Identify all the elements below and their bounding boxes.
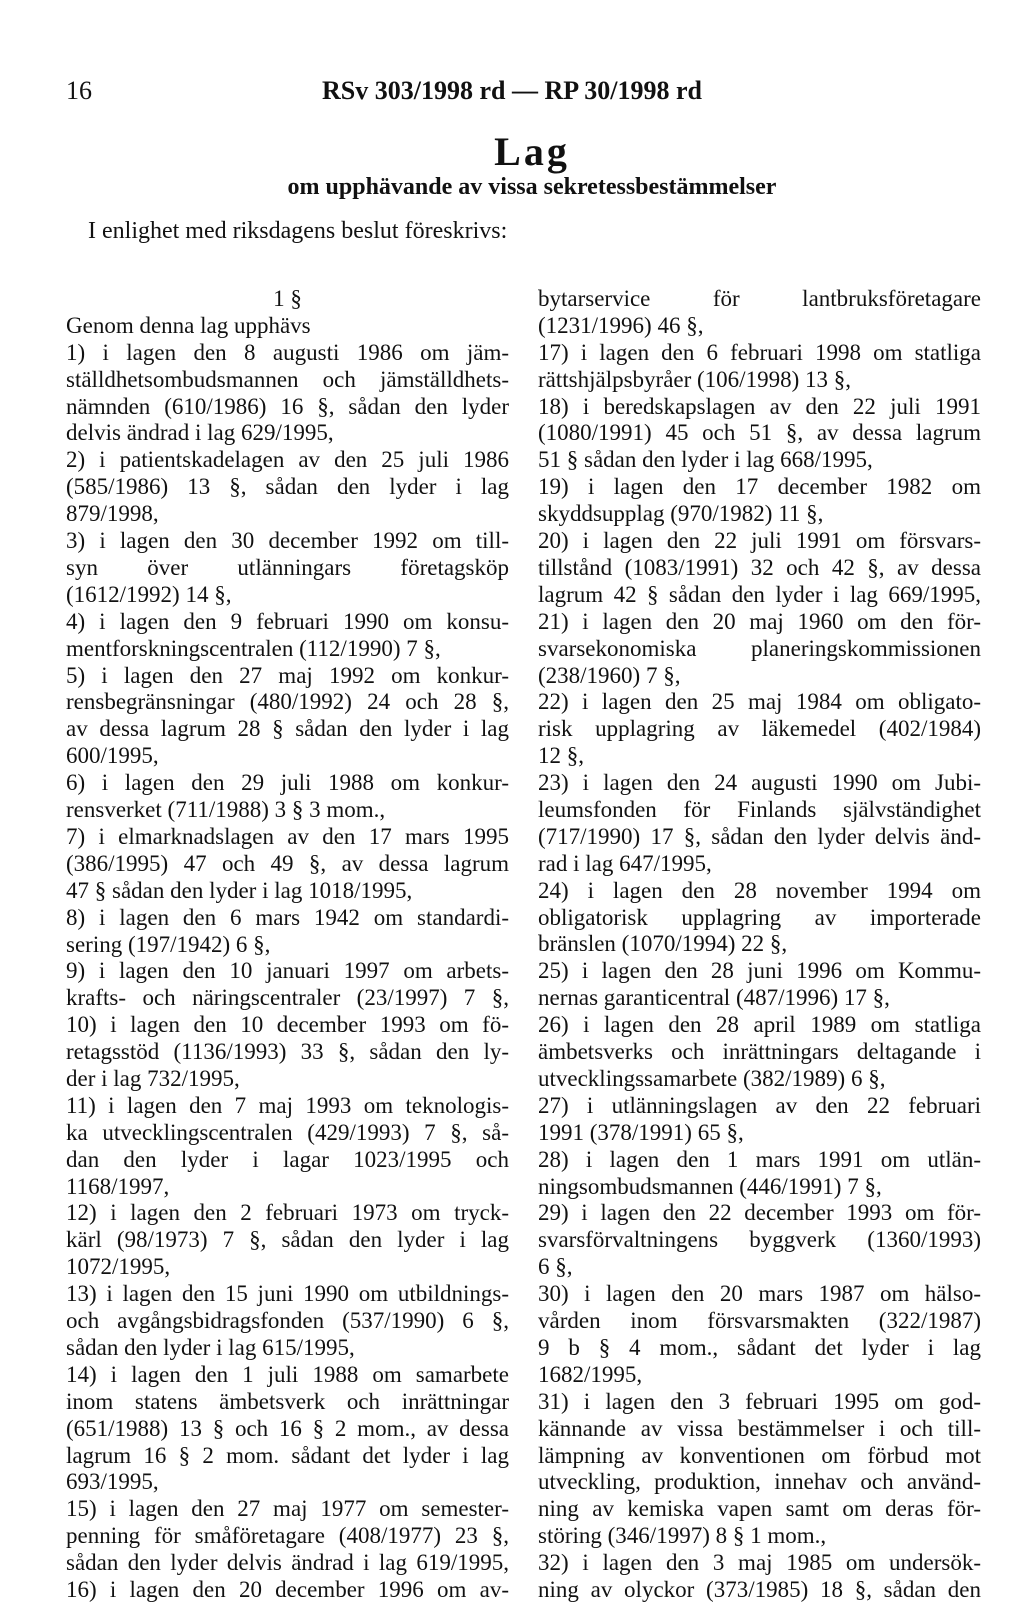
text-line: leumsfonden för Finlands självständighet [538,797,981,823]
text-line: (386/1995) 47 och 49 §, av dessa lagrum [66,850,509,876]
text-line: sådan den lyder delvis ändrad i lag 619/1995, [66,1550,509,1576]
text-line: dan den lyder i lagar 1023/1995 och [66,1146,509,1172]
text-line: 5) i lagen den 27 maj 1992 om konkur- [66,662,509,688]
text-line: (238/1960) 7 §, [538,662,681,688]
text-line: rensbegränsningar (480/1992) 24 och 28 §, [66,689,509,715]
text-line: risk upplagring av läkemedel (402/1984) [538,716,981,742]
text-line: 16) i lagen den 20 december 1996 om av- [66,1576,509,1602]
left-column [66,286,509,1604]
text-line: 19) i lagen den 17 december 1982 om [538,474,981,500]
right-column-body [538,286,981,1604]
text-line: ka utvecklingscentralen (429/1993) 7 §, så- [66,1119,509,1145]
text-line: Genom denna lag upphävs [66,312,311,338]
text-line: svarsförvaltningens byggverk (1360/1993) [538,1227,981,1253]
text-line: 18) i beredskapslagen av den 22 juli 1991 [538,393,981,419]
page-number: 16 [66,76,92,105]
text-line: 6) i lagen den 29 juli 1988 om konkur- [66,770,509,796]
text-line: utvecklingssamarbete (382/1989) 6 §, [538,1065,886,1091]
text-line: 29) i lagen den 22 december 1993 om för- [538,1200,981,1226]
enactment-clause: I enlighet med riksdagens beslut föreskrivs: [88,218,508,244]
text-line: 879/1998, [66,501,159,527]
text-line: inom statens ämbetsverk och inrättningar [66,1388,509,1414]
text-line: rättshjälpsbyråer (106/1998) 13 §, [538,366,851,392]
text-line: (1612/1992) 14 §, [66,581,232,607]
text-line: 11) i lagen den 7 maj 1993 om teknologis- [66,1092,509,1118]
text-line: ning av olyckor (373/1985) 18 §, sådan den [538,1576,981,1602]
text-line: 6 §, [538,1254,573,1280]
text-line: 51 § sådan den lyder i lag 668/1995, [538,447,873,473]
text-line: 15) i lagen den 27 maj 1977 om semester- [66,1496,509,1522]
text-line: ställdhetsombudsmannen och jämställdhets- [66,366,509,392]
text-line: 600/1995, [66,743,159,769]
text-line: 22) i lagen den 25 maj 1984 om obligato- [538,689,981,715]
left-column-body [66,313,509,1604]
text-line: penning för småföretagare (408/1977) 23 §, [66,1523,509,1549]
text-line: 32) i lagen den 3 maj 1985 om undersök- [538,1550,981,1576]
text-line: retagsstöd (1136/1993) 33 §, sådan den ly- [66,1039,509,1065]
running-header: RSv 303/1998 rd — RP 30/1998 rd [322,76,702,105]
text-line: 3) i lagen den 30 december 1992 om till- [66,528,509,554]
text-line: 20) i lagen den 22 juli 1991 om försvars- [538,528,981,554]
text-line: 26) i lagen den 28 april 1989 om statliga [538,1012,981,1038]
text-line: 1991 (378/1991) 65 §, [538,1119,744,1145]
text-line: delvis ändrad i lag 629/1995, [66,420,334,446]
text-line: vården inom försvarsmakten (322/1987) [538,1308,981,1334]
text-line: 17) i lagen den 6 februari 1998 om statliga [538,339,981,365]
text-line: sering (197/1942) 6 §, [66,931,271,957]
text-line: 12) i lagen den 2 februari 1973 om tryck- [66,1200,509,1226]
text-line: 1072/1995, [66,1254,171,1280]
text-line: nernas garanticentral (487/1996) 17 §, [538,985,890,1011]
text-line: (585/1986) 13 §, sådan den lyder i lag [66,474,509,500]
text-line: rensverket (711/1988) 3 § 3 mom., [66,797,386,823]
text-line: lagrum 16 § 2 mom. sådant det lyder i lag [66,1442,509,1468]
text-line: tillstånd (1083/1991) 32 och 42 §, av dessa [538,554,981,580]
text-line: av dessa lagrum 28 § sådan den lyder i lag [66,716,509,742]
text-line: 12 §, [538,743,584,769]
text-line: ning av kemiska vapen samt om deras för- [538,1496,981,1522]
text-line: 7) i elmarknadslagen av den 17 mars 1995 [66,823,509,849]
text-line: utveckling, produktion, innehav och använd- [538,1469,981,1495]
text-line: 14) i lagen den 1 juli 1988 om samarbete [66,1361,509,1387]
text-line: syn över utlänningars företagsköp [66,554,509,580]
text-line: lagrum 42 § sådan den lyder i lag 669/1995, [538,581,981,607]
section-heading: 1 § [273,286,302,311]
text-line: 31) i lagen den 3 februari 1995 om god- [538,1388,981,1414]
text-line: 27) i utlänningslagen av den 22 februari [538,1092,981,1118]
text-line: krafts- och näringscentraler (23/1997) 7 §, [66,985,509,1011]
text-line: 10) i lagen den 10 december 1993 om fö- [66,1012,509,1038]
text-line: (651/1988) 13 § och 16 § 2 mom., av dessa [66,1415,509,1441]
text-line: 28) i lagen den 1 mars 1991 om utlän- [538,1146,981,1172]
text-line: och avgångsbidragsfonden (537/1990) 6 §, [66,1308,509,1334]
text-line: 30) i lagen den 20 mars 1987 om hälso- [538,1281,981,1307]
text-line: svarsekonomiska planeringskommissionen [538,635,981,661]
text-line: der i lag 732/1995, [66,1065,240,1091]
text-line: 13) i lagen den 15 juni 1990 om utbildnings- [66,1281,509,1307]
text-line: 25) i lagen den 28 juni 1996 om Kommu- [538,958,981,984]
text-line: bytarservice för lantbruksföretagare [538,286,981,311]
text-line: 1168/1997, [66,1173,170,1199]
text-line: (1080/1991) 45 och 51 §, av dessa lagrum [538,420,981,446]
text-line: kärl (98/1973) 7 §, sådan den lyder i lag [66,1227,509,1253]
text-line: lämpning av konventionen om förbud mot [538,1442,981,1468]
text-line: 1682/1995, [538,1361,643,1387]
text-line: ningsombudsmannen (446/1991) 7 §, [538,1173,882,1199]
text-line: obligatorisk upplagring av importerade [538,904,981,930]
text-line: 9 b § 4 mom., sådant det lyder i lag [538,1334,981,1360]
text-line: sådan den lyder i lag 615/1995, [66,1334,355,1360]
text-line: 9) i lagen den 10 januari 1997 om arbets- [66,958,509,984]
text-line: ämbetsverks och inrättningars deltagande i [538,1039,981,1065]
text-line: 21) i lagen den 20 maj 1960 om den för- [538,608,981,634]
text-line: 8) i lagen den 6 mars 1942 om standardi- [66,904,509,930]
text-line: 23) i lagen den 24 augusti 1990 om Jubi- [538,770,981,796]
text-line: nämnden (610/1986) 16 §, sådan den lyder [66,393,509,419]
text-line: 693/1995, [66,1469,159,1495]
text-line: 1) i lagen den 8 augusti 1986 om jäm- [66,339,509,365]
text-line: 2) i patientskadelagen av den 25 juli 1986 [66,447,509,473]
text-line: skyddsupplag (970/1982) 11 §, [538,501,824,527]
text-line: (1231/1996) 46 §, [538,312,704,338]
text-line: (717/1990) 17 §, sådan den lyder delvis änd- [538,823,981,849]
text-line: 47 § sådan den lyder i lag 1018/1995, [66,877,413,903]
law-title: Lag [494,129,570,174]
text-line: bränslen (1070/1994) 22 §, [538,931,788,957]
text-line: rad i lag 647/1995, [538,850,712,876]
text-line: 4) i lagen den 9 februari 1990 om konsu- [66,608,509,634]
right-column [538,286,981,1604]
text-line: störing (346/1997) 8 § 1 mom., [538,1523,827,1549]
text-line: mentforskningscentralen (112/1990) 7 §, [66,635,441,661]
text-line: 24) i lagen den 28 november 1994 om [538,877,981,903]
law-subtitle: om upphävande av vissa sekretessbestämmelser [287,174,777,200]
text-line: kännande av vissa bestämmelser i och till- [538,1415,981,1441]
